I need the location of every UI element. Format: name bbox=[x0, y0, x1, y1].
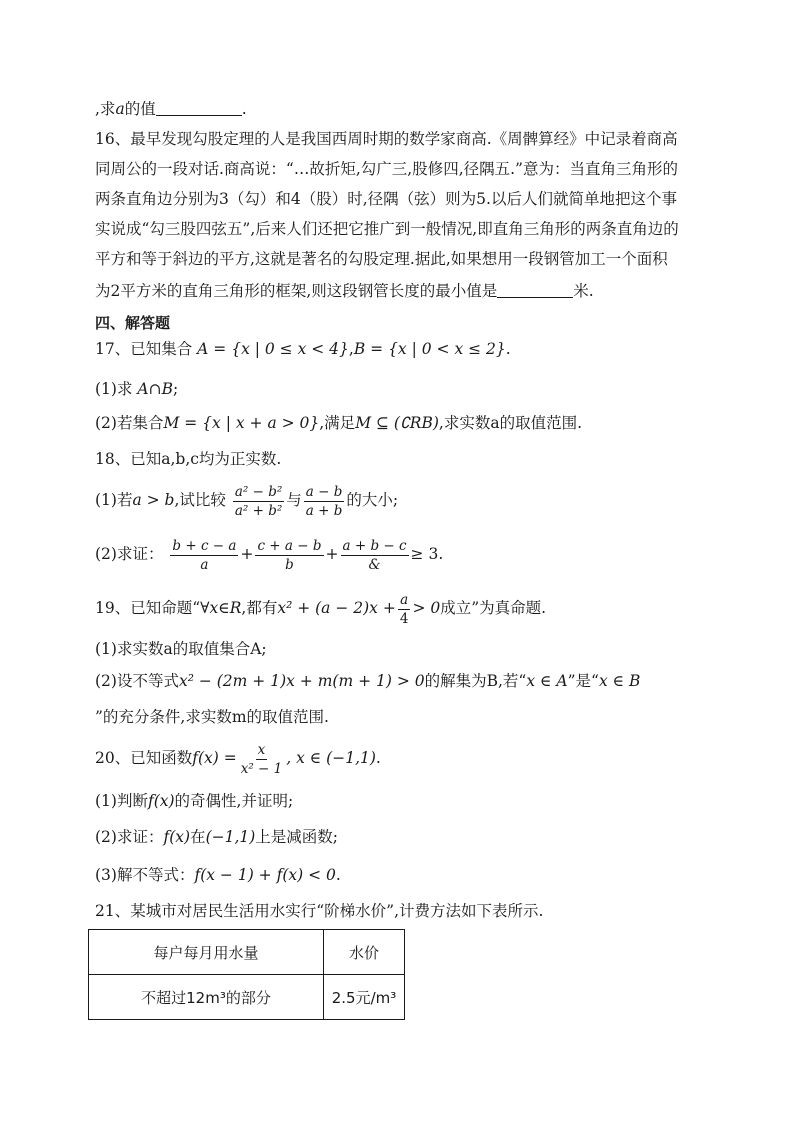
q20-part-2: (2)求证：f(x)在(−1,1)上是减函数; bbox=[95, 828, 339, 846]
q18-part-1: (1)若a > b,试比较 $\frac{\text{a² − b²}}{\text{a² + b²}}$ 与 $\frac{a - b}{a + b}$ 的大小; bbox=[95, 483, 399, 519]
q21-stem: 21、某城市对居民生活用水实行“阶梯水价”,计费方法如下表所示. bbox=[95, 902, 544, 920]
q15-answer-line: ,求a的值 . bbox=[95, 100, 247, 118]
table-header-row bbox=[89, 930, 405, 975]
q18-frac-3: $\frac{b + c - a}{a}$ bbox=[172, 537, 237, 573]
q20-stem: 20、已知函数f(x) = $\frac{x}{\text{x² − 1}}$ , x ∈ (−1,1). bbox=[95, 741, 381, 777]
q16-line-6: 为2平方米的直角三角形的框架,则这段钢管长度的最小值是 米. bbox=[95, 282, 594, 300]
q20-frac: $\frac{x}{\text{x² − 1}}$ bbox=[240, 741, 283, 777]
table-cell-usage: 不超过12m³的部分 bbox=[89, 975, 324, 1020]
q19-part-2: (2)设不等式x² − (2m + 1)x + m(m + 1) > 0的解集为B,若“x ∈ A”是“x ∈ B bbox=[95, 672, 641, 690]
q17-part-1: (1)求 A∩B; bbox=[95, 380, 179, 398]
q16-line-1: 16、最早发现勾股定理的人是我国西周时期的数学家商高.《周髀算经》中记录着商高 bbox=[95, 130, 678, 148]
q17-part-2: (2)若集合M = {x | x + a > 0},满足M ⊆ (∁RB),求实数a的取值范围. bbox=[95, 414, 583, 432]
q15-blank[interactable] bbox=[156, 99, 242, 116]
q18-frac-2: $\frac{a - b}{a + b}$ bbox=[305, 483, 343, 519]
q19-part-2-cont: ”的充分条件,求实数m的取值范围. bbox=[95, 708, 329, 726]
q16-line-5: 平方和等于斜边的平方,这就是著名的勾股定理.据此,如果想用一段钢管加工一个面积 bbox=[95, 250, 668, 268]
q17-set-b: B = {x | 0 < x ≤ 2} bbox=[353, 340, 506, 358]
q16-line-2: 同周公的一段对话.商高说：“…故折矩,勾广三,股修四,径隅五.”意为：当直角三角形的 bbox=[95, 160, 678, 178]
q18-frac-1: $\frac{\text{a² − b²}}{\text{a² + b²}}$ bbox=[234, 483, 283, 519]
q18-frac-4: $\frac{c + a - b}{b}$ bbox=[257, 537, 322, 573]
q19-stem: 19、已知命题“∀x∈R,都有x² + (a − 2)x + $\frac{a}{4}$ > 0成立”为真命题. bbox=[95, 591, 547, 627]
q17-stem: 17、已知集合 A = {x | 0 ≤ x < 4},B = {x | 0 < x ≤ 2}. bbox=[95, 340, 511, 358]
q16-blank[interactable] bbox=[497, 281, 573, 298]
table-header-usage: 每户每月用水量 bbox=[89, 930, 324, 975]
q18-frac-5: $\frac{a + b - c}{\&}$ bbox=[342, 537, 407, 573]
table-row bbox=[89, 975, 405, 1020]
q19-frac: $\frac{a}{4}$ bbox=[399, 591, 409, 627]
table-cell-price: 2.5元/m³ bbox=[324, 975, 405, 1020]
q19-part-1: (1)求实数a的取值集合A; bbox=[95, 640, 267, 658]
q17-set-a: A = {x | 0 ≤ x < 4} bbox=[197, 340, 349, 358]
q20-part-1: (1)判断f(x)的奇偶性,并证明; bbox=[95, 792, 294, 810]
q16-line-3: 两条直角边分别为3（勾）和4（股）时,径隅（弦）则为5.以后人们就简单地把这个事 bbox=[95, 190, 677, 208]
table-header-price: 水价 bbox=[324, 930, 405, 975]
q18-part-2: (2)求证： $\frac{b + c - a}{a}$ + $\frac{c + a - b}{b}$ + $\frac{a + b - c}{\&}$ ≥ 3. bbox=[95, 537, 444, 573]
q18-stem: 18、已知a,b,c均为正实数. bbox=[95, 450, 282, 468]
section-title: 四、解答题 bbox=[95, 314, 171, 332]
water-price-table bbox=[88, 929, 405, 1020]
q20-part-3: (3)解不等式：f(x − 1) + f(x) < 0. bbox=[95, 866, 341, 884]
q16-line-4: 实说成“勾三股四弦五”,后来人们还把它推广到一般情况,即直角三角形的两条直角边的 bbox=[95, 220, 679, 238]
